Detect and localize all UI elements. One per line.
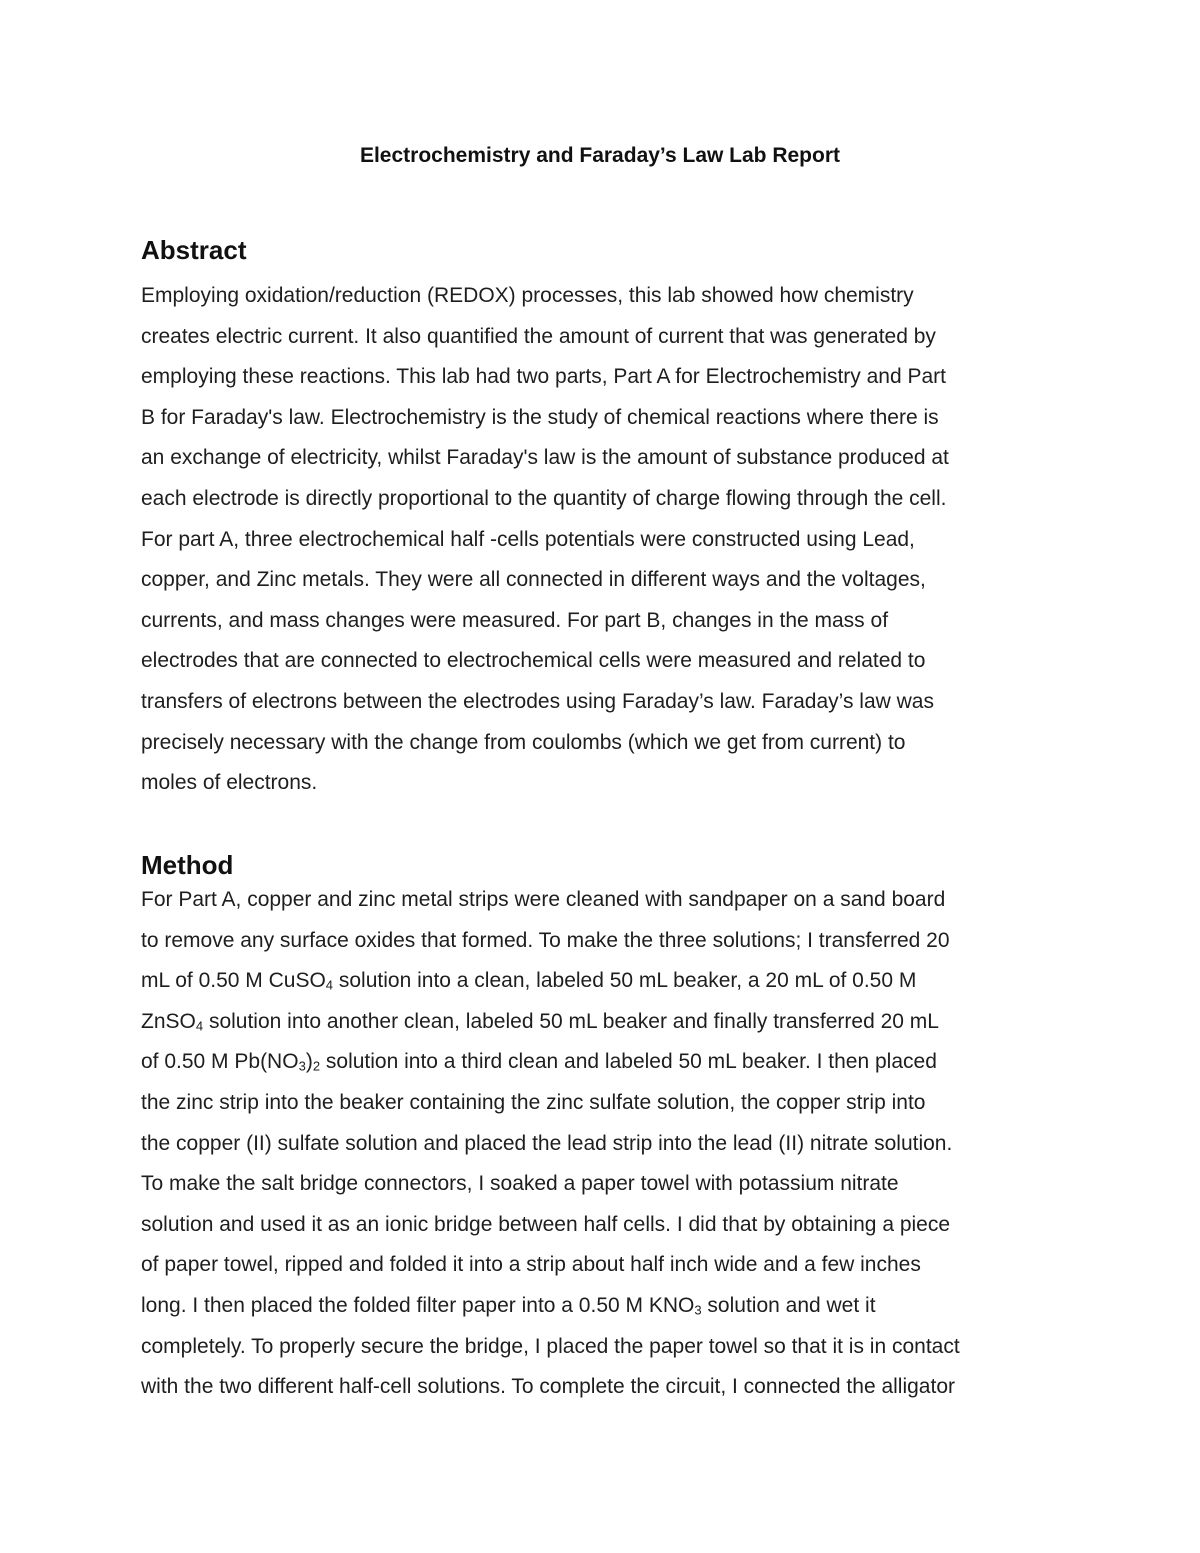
method-text: solution and wet it xyxy=(701,1293,876,1317)
method-line xyxy=(141,961,1101,1002)
abstract-line: currents, and mass changes were measured. For part B, changes in the mass of xyxy=(141,608,889,632)
abstract-line: creates electric current. It also quantified the amount of current that was generated by xyxy=(141,324,936,348)
abstract-line: B for Faraday's law. Electrochemistry is the study of chemical reactions where there is xyxy=(141,405,939,429)
method-line: to remove any surface oxides that formed. To make the three solutions; I transferred 20 xyxy=(141,928,950,952)
abstract-line: copper, and Zinc metals. They were all connected in different ways and the voltages, xyxy=(141,568,926,592)
abstract-line: For part A, three electrochemical half -cells potentials were constructed using Lead, xyxy=(141,527,915,551)
method-line: of paper towel, ripped and folded it into a strip about half inch wide and a few inches xyxy=(141,1253,921,1277)
method-text: solution into a clean, labeled 50 mL beaker, a 20 mL of 0.50 M xyxy=(333,969,917,993)
abstract-line: moles of electrons. xyxy=(141,771,318,795)
subscript: 3 xyxy=(298,1058,306,1074)
abstract-body xyxy=(141,276,1101,804)
method-text: of 0.50 M Pb(NO xyxy=(141,1050,299,1074)
abstract-line: an exchange of electricity, whilst Faraday's law is the amount of substance produced at xyxy=(141,446,949,470)
abstract-line: transfers of electrons between the electrodes using Faraday’s law. Faraday’s law was xyxy=(141,689,934,713)
method-line: completely. To properly secure the bridge, I placed the paper towel so that it is in contact xyxy=(141,1334,960,1358)
method-line xyxy=(141,1042,1101,1083)
method-heading: Method xyxy=(141,850,234,880)
subscript: 2 xyxy=(312,1058,321,1074)
subscript: 4 xyxy=(325,977,334,993)
subscript: 4 xyxy=(195,1018,204,1034)
method-line: To make the salt bridge connectors, I soaked a paper towel with potassium nitrate xyxy=(141,1172,899,1196)
subscript: 3 xyxy=(694,1302,702,1318)
method-line xyxy=(141,1002,1101,1043)
method-text: solution into a third clean and labeled 50 mL beaker. I then placed xyxy=(320,1050,937,1074)
method-line: with the two different half-cell solutions. To complete the circuit, I connected the alligator xyxy=(141,1375,955,1399)
abstract-line: precisely necessary with the change from coulombs (which we get from current) to xyxy=(141,730,906,754)
method-text: ) xyxy=(305,1050,313,1074)
abstract-line: each electrode is directly proportional to the quantity of charge flowing through the cell. xyxy=(141,486,947,510)
method-text: ZnSO xyxy=(141,1009,196,1033)
method-line: solution and used it as an ionic bridge between half cells. I did that by obtaining a piece xyxy=(141,1212,951,1236)
method-line: the zinc strip into the beaker containing the zinc sulfate solution, the copper strip into xyxy=(141,1090,926,1114)
method-line: the copper (II) sulfate solution and placed the lead strip into the lead (II) nitrate solution. xyxy=(141,1131,953,1155)
abstract-heading: Abstract xyxy=(141,235,247,265)
abstract-line: Employing oxidation/reduction (REDOX) processes, this lab showed how chemistry xyxy=(141,284,914,307)
abstract-line: employing these reactions. This lab had two parts, Part A for Electrochemistry and Part xyxy=(141,365,947,389)
method-text: mL of 0.50 M CuSO xyxy=(141,969,326,993)
method-text: long. I then placed the folded filter paper into a 0.50 M KNO xyxy=(141,1293,695,1317)
document-title: Electrochemistry and Faraday’s Law Lab Report xyxy=(359,144,841,167)
method-line xyxy=(141,1286,1101,1327)
method-body xyxy=(141,880,1101,1408)
method-text: solution into another clean, labeled 50 mL beaker and finally transferred 20 mL xyxy=(203,1009,939,1033)
method-line: For Part A, copper and zinc metal strips were cleaned with sandpaper on a sand board xyxy=(141,888,946,911)
abstract-line: electrodes that are connected to electrochemical cells were measured and related to xyxy=(141,649,926,673)
